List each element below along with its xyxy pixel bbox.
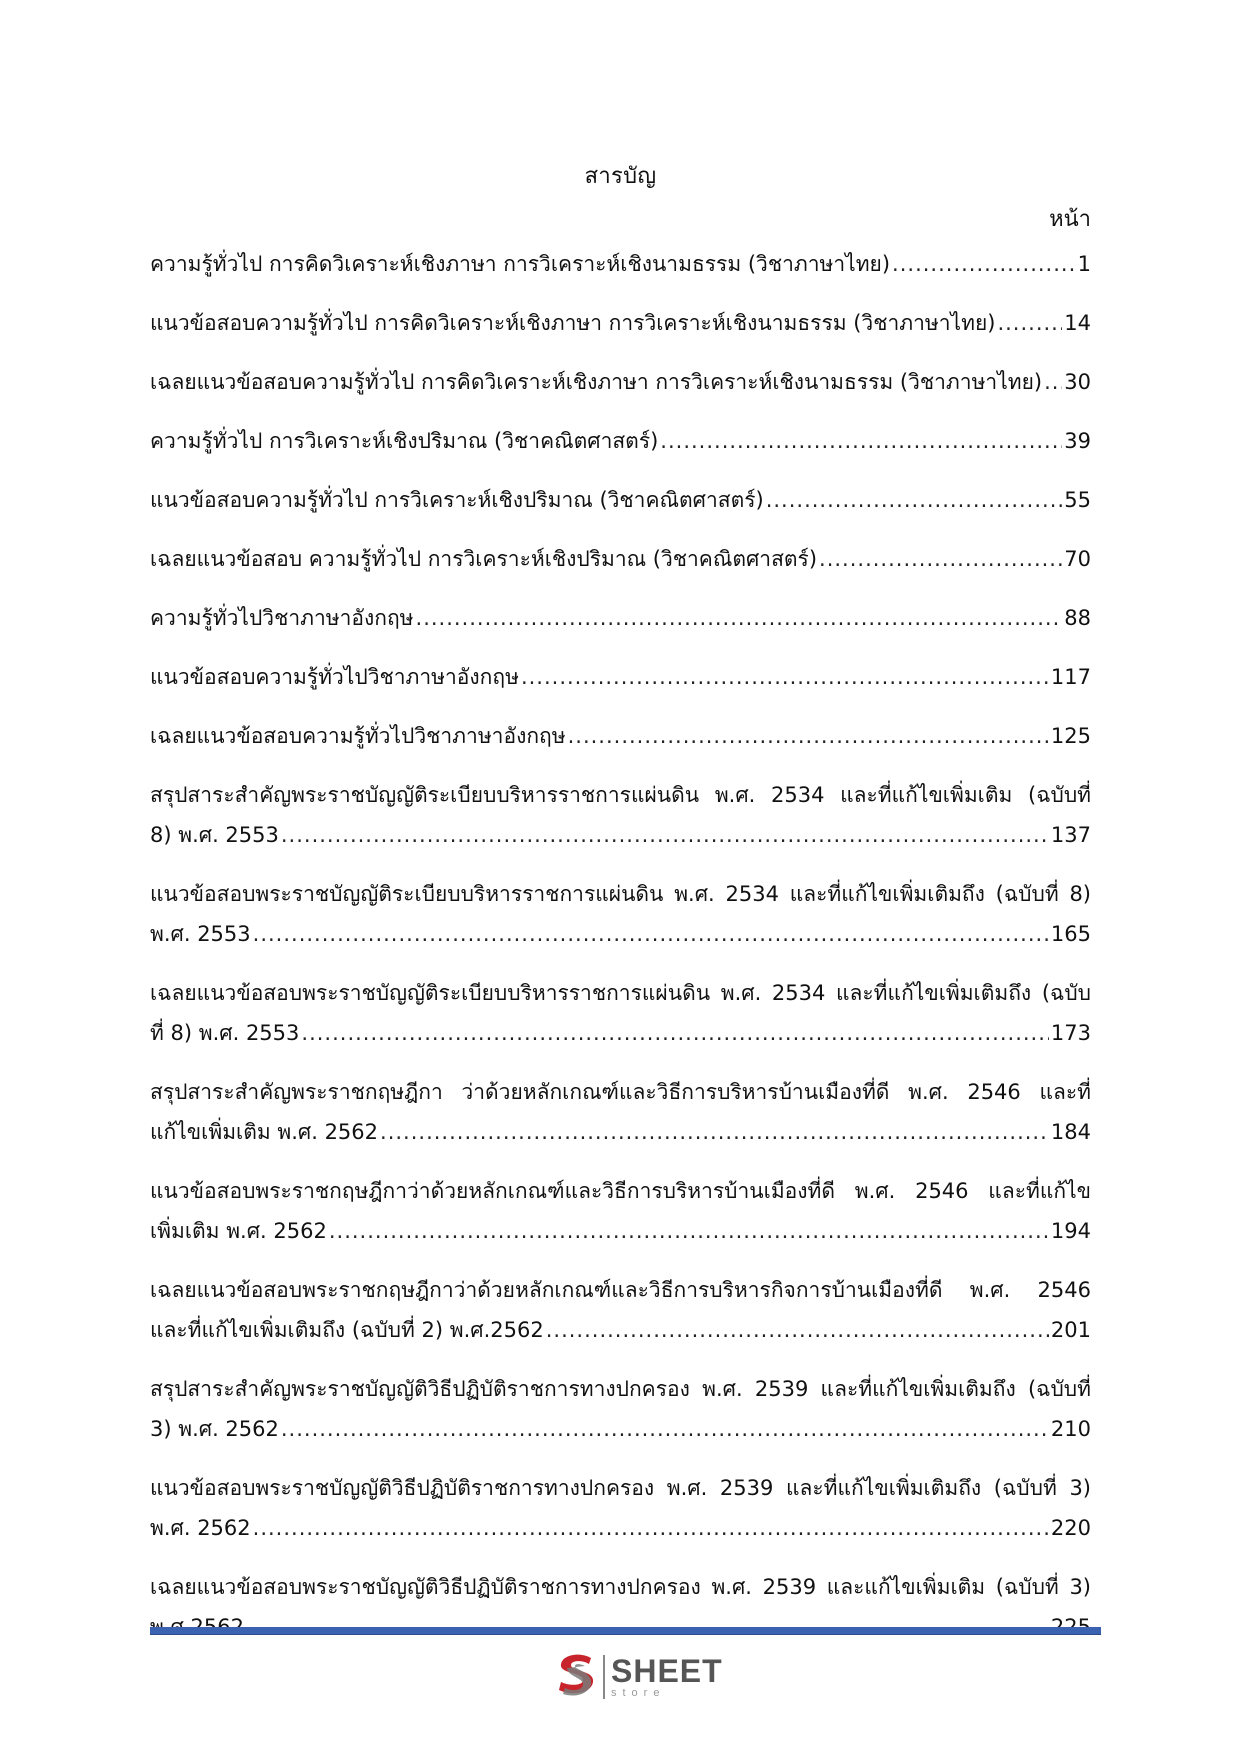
- toc-entry-page-number: 173: [1050, 1021, 1091, 1045]
- toc-entry-page-number: 137: [1050, 823, 1091, 847]
- toc-entry[interactable]: [150, 874, 1091, 954]
- toc-entry[interactable]: [150, 480, 1091, 520]
- logo-brand-text: SHEET: [611, 1653, 723, 1689]
- toc-entry-title-line: 8) พ.ศ. 2553: [150, 823, 279, 847]
- toc-entry-page-number: 194: [1050, 1219, 1091, 1243]
- toc-entry-page-number: 201: [1050, 1318, 1091, 1342]
- dot-leader: [892, 244, 1076, 284]
- dot-leader: [253, 1508, 1049, 1548]
- toc-entry[interactable]: [150, 657, 1091, 697]
- toc-entry-title-line: ที่ 8) พ.ศ. 2553: [150, 1021, 300, 1045]
- toc-entry-title-line: แนวข้อสอบพระราชกฤษฎีกาว่าด้วยหลักเกณฑ์และวิธีการบริหารบ้านเมืองที่ดี พ.ศ. 2546 และที่แก้ไข: [150, 1179, 1091, 1203]
- toc-entry[interactable]: [150, 1567, 1091, 1647]
- toc-entry-title-line: เฉลยแนวข้อสอบพระราชกฤษฎีกาว่าด้วยหลักเกณฑ์และวิธีการบริหารกิจการบ้านเมืองที่ดี พ.ศ. 2546: [150, 1278, 1091, 1302]
- dot-leader: [1044, 362, 1062, 402]
- table-of-contents: [150, 244, 1091, 1666]
- toc-entry-page-number: 210: [1050, 1417, 1091, 1441]
- toc-entry-page-number: 55: [1064, 488, 1091, 512]
- dot-leader: [568, 716, 1049, 756]
- toc-entry-title-line: แก้ไขเพิ่มเติม พ.ศ. 2562: [150, 1120, 379, 1144]
- dot-leader: [660, 421, 1062, 461]
- toc-entry[interactable]: [150, 362, 1091, 402]
- toc-entry[interactable]: [150, 1072, 1091, 1152]
- toc-entry-title-line: เฉลยแนวข้อสอบพระราชบัญญัติระเบียบบริหารราชการแผ่นดิน พ.ศ. 2534 และที่แก้ไขเพิ่มเติมถึง (ฉบับ: [150, 981, 1091, 1005]
- toc-entry-page-number: 1: [1077, 252, 1091, 276]
- toc-entry-page-number: 165: [1050, 922, 1091, 946]
- toc-entry-title-line: สรุปสาระสำคัญพระราชบัญญัติระเบียบบริหารราชการแผ่นดิน พ.ศ. 2534 และที่แก้ไขเพิ่มเติม (ฉบับที่: [150, 783, 1091, 807]
- sheet-store-logo: [553, 1651, 723, 1703]
- toc-entry-title-line: แนวข้อสอบความรู้ทั่วไป การคิดวิเคราะห์เชิงภาษา การวิเคราะห์เชิงนามธรรม (วิชาภาษาไทย): [150, 311, 996, 335]
- toc-entry-title-line: 3) พ.ศ. 2562: [150, 1417, 279, 1441]
- toc-entry-title-line: เฉลยแนวข้อสอบพระราชบัญญัติวิธีปฏิบัติราชการทางปกครอง พ.ศ. 2539 และแก้ไขเพิ่มเติม (ฉบับที่ 3): [150, 1575, 1091, 1599]
- toc-entry[interactable]: [150, 716, 1091, 756]
- toc-entry-title-line: พ.ศ. 2553: [150, 922, 251, 946]
- toc-entry-page-number: 70: [1064, 547, 1091, 571]
- toc-entry-page-number: 39: [1064, 429, 1091, 453]
- dot-leader: [301, 1013, 1049, 1053]
- toc-entry-title-line: เพิ่มเติม พ.ศ. 2562: [150, 1219, 327, 1243]
- toc-entry[interactable]: [150, 421, 1091, 461]
- dot-leader: [329, 1211, 1049, 1251]
- dot-leader: [416, 598, 1063, 638]
- toc-entry-page-number: 117: [1050, 665, 1091, 689]
- toc-entry-title-line: เฉลยแนวข้อสอบความรู้ทั่วไปวิชาภาษาอังกฤษ: [150, 724, 566, 748]
- toc-entry-page-number: 30: [1064, 370, 1091, 394]
- page-column-header: หน้า: [1049, 207, 1091, 232]
- toc-entry[interactable]: [150, 775, 1091, 855]
- toc-entry[interactable]: [150, 1171, 1091, 1251]
- toc-entry-title-line: แนวข้อสอบความรู้ทั่วไป การวิเคราะห์เชิงปริมาณ (วิชาคณิตศาสตร์): [150, 488, 764, 512]
- toc-entry-title-line: และที่แก้ไขเพิ่มเติมถึง (ฉบับที่ 2) พ.ศ.2562: [150, 1318, 544, 1342]
- toc-entry-title-line: ความรู้ทั่วไปวิชาภาษาอังกฤษ: [150, 606, 414, 630]
- toc-entry-title-line: ความรู้ทั่วไป การวิเคราะห์เชิงปริมาณ (วิชาคณิตศาสตร์): [150, 429, 659, 453]
- toc-entry-title-line: ความรู้ทั่วไป การคิดวิเคราะห์เชิงภาษา การวิเคราะห์เชิงนามธรรม (วิชาภาษาไทย): [150, 252, 891, 276]
- toc-entry[interactable]: [150, 973, 1091, 1053]
- dot-leader: [997, 303, 1062, 343]
- toc-entry[interactable]: [150, 303, 1091, 343]
- toc-entry-page-number: 125: [1050, 724, 1091, 748]
- footer-divider: [150, 1627, 1101, 1635]
- page-title: สารบัญ: [584, 164, 657, 189]
- logo-sub-text: store: [611, 1687, 666, 1699]
- toc-entry[interactable]: [150, 1270, 1091, 1350]
- toc-entry[interactable]: [150, 1369, 1091, 1449]
- toc-entry-title-line: แนวข้อสอบพระราชบัญญัติระเบียบบริหารราชการแผ่นดิน พ.ศ. 2534 และที่แก้ไขเพิ่มเติมถึง (ฉบับที่ 8): [150, 882, 1091, 906]
- sheet-logo-icon: [553, 1652, 599, 1702]
- toc-entry-title-line: พ.ศ. 2562: [150, 1516, 251, 1540]
- dot-leader: [766, 480, 1063, 520]
- toc-entry[interactable]: [150, 598, 1091, 638]
- toc-entry-title-line: เฉลยแนวข้อสอบ ความรู้ทั่วไป การวิเคราะห์เชิงปริมาณ (วิชาคณิตศาสตร์): [150, 547, 818, 571]
- toc-entry[interactable]: [150, 539, 1091, 579]
- toc-entry-title-line: เฉลยแนวข้อสอบความรู้ทั่วไป การคิดวิเคราะห์เชิงภาษา การวิเคราะห์เชิงนามธรรม (วิชาภาษาไทย): [150, 370, 1043, 394]
- dot-leader: [521, 657, 1049, 697]
- dot-leader: [819, 539, 1062, 579]
- toc-entry-page-number: 220: [1050, 1516, 1091, 1540]
- logo-divider: [603, 1655, 605, 1699]
- toc-entry[interactable]: [150, 1468, 1091, 1548]
- dot-leader: [281, 1409, 1049, 1449]
- toc-entry-title-line: แนวข้อสอบความรู้ทั่วไปวิชาภาษาอังกฤษ: [150, 665, 519, 689]
- dot-leader: [380, 1112, 1049, 1152]
- dot-leader: [281, 815, 1049, 855]
- dot-leader: [546, 1310, 1049, 1350]
- toc-entry-page-number: 184: [1050, 1120, 1091, 1144]
- dot-leader: [253, 914, 1049, 954]
- toc-entry-page-number: 88: [1064, 606, 1091, 630]
- toc-entry-title-line: สรุปสาระสำคัญพระราชกฤษฎีกา ว่าด้วยหลักเกณฑ์และวิธีการบริหารบ้านเมืองที่ดี พ.ศ. 2546 และที่: [150, 1080, 1091, 1104]
- toc-entry-title-line: แนวข้อสอบพระราชบัญญัติวิธีปฏิบัติราชการทางปกครอง พ.ศ. 2539 และที่แก้ไขเพิ่มเติมถึง (ฉบับที่ 3): [150, 1476, 1091, 1500]
- toc-entry-page-number: 14: [1064, 311, 1091, 335]
- toc-entry[interactable]: [150, 244, 1091, 284]
- toc-entry-title-line: สรุปสาระสำคัญพระราชบัญญัติวิธีปฏิบัติราชการทางปกครอง พ.ศ. 2539 และที่แก้ไขเพิ่มเติมถึง (ฉบับที่: [150, 1377, 1091, 1401]
